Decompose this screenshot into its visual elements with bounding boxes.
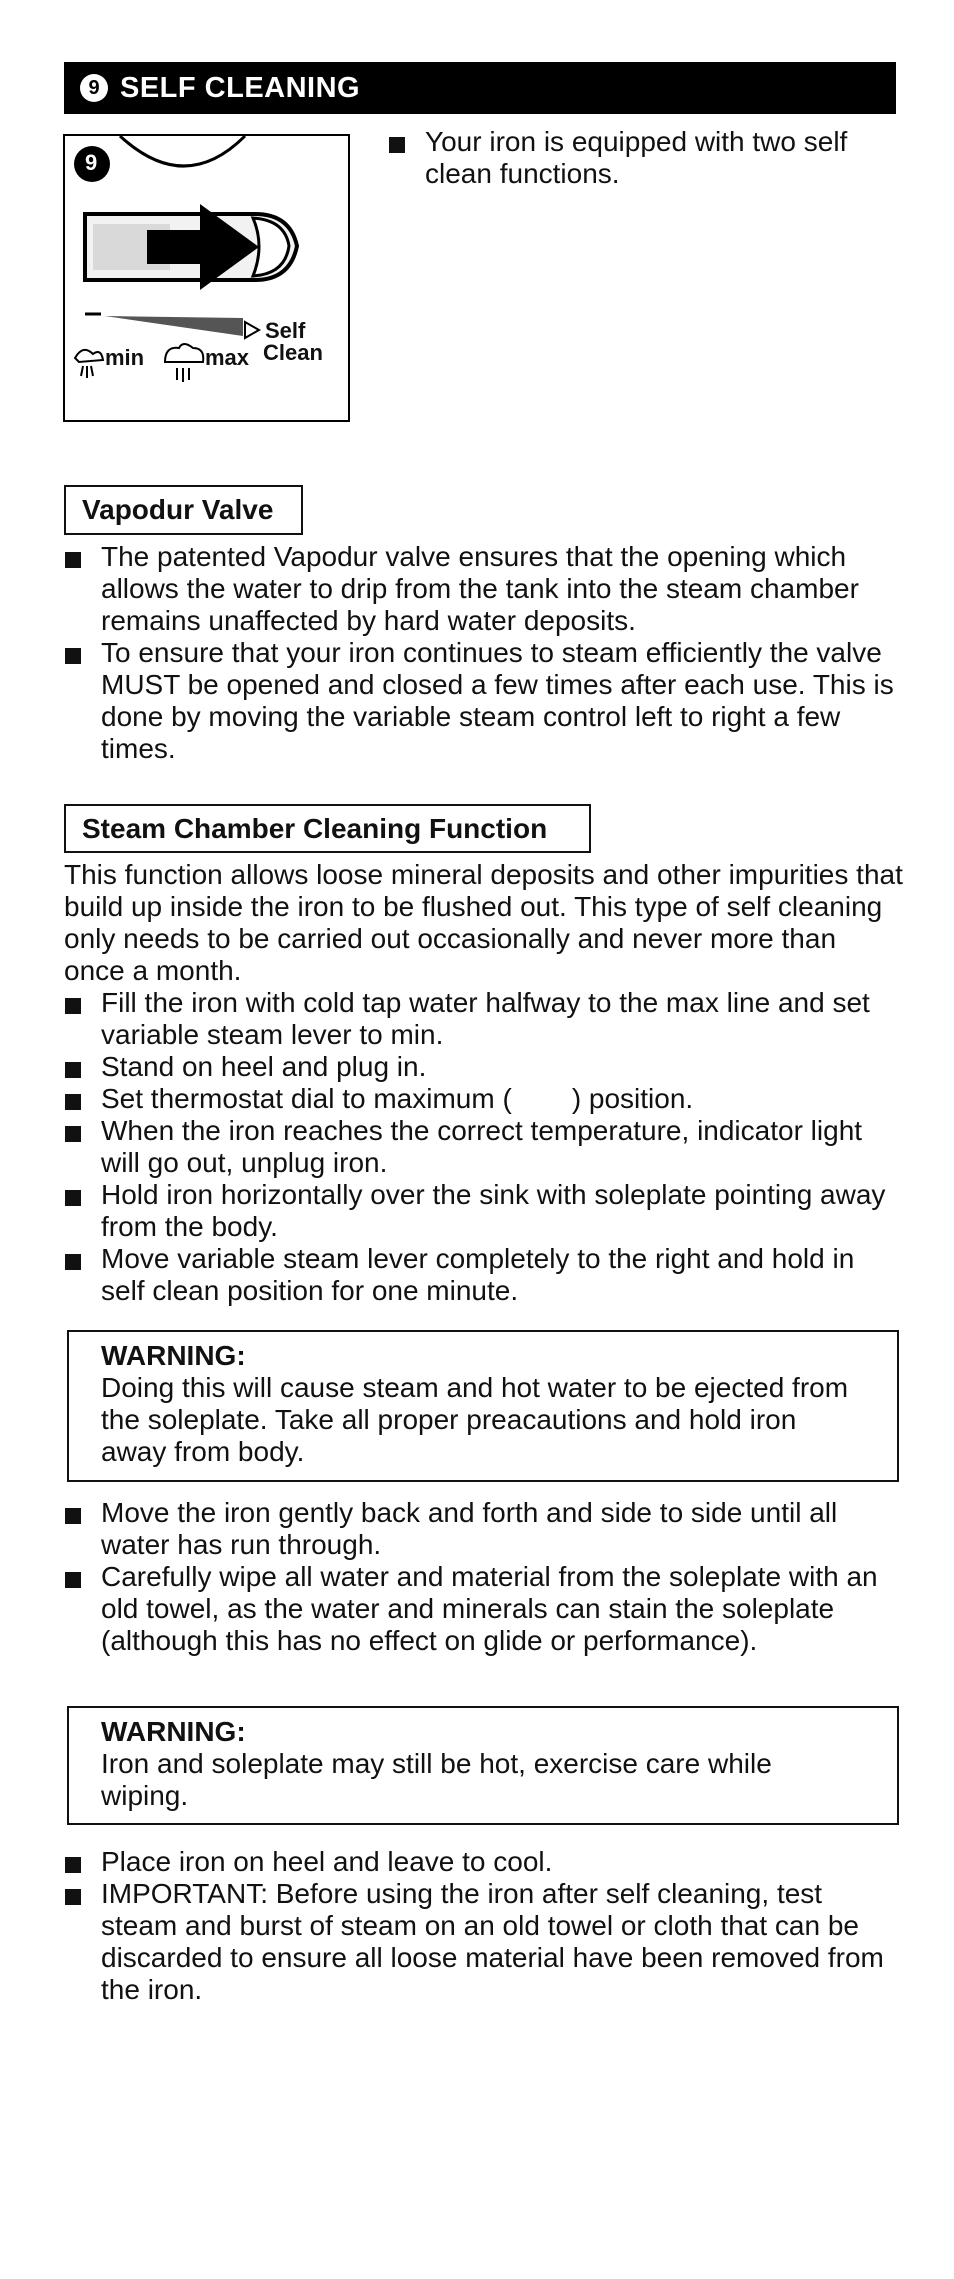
clean-label: Clean — [263, 340, 323, 365]
list-item: Your iron is equipped with two self clean functions. — [388, 126, 898, 190]
section-header-bar — [64, 62, 896, 114]
thermostat-suffix: ) position. — [571, 1083, 694, 1114]
list-item: To ensure that your iron continues to steam efficiently the valve MUST be opened and closed a few times after each use. This is done by moving the variable steam control left to right a few times. — [64, 637, 904, 765]
figure-badge-number: 9 — [85, 150, 98, 175]
steam-chamber-bullet-list — [64, 987, 904, 1307]
thermostat-text: Set thermostat dial to maximum ( — [101, 1083, 512, 1114]
after-warning-section — [64, 1497, 904, 1657]
steam-chamber-heading: Steam Chamber Cleaning Function — [64, 804, 591, 853]
section-number-badge: 9 — [80, 74, 108, 102]
vapodur-heading: Vapodur Valve — [64, 485, 303, 535]
list-item: When the iron reaches the correct temperature, indicator light will go out, unplug iron. — [64, 1115, 904, 1179]
warning-title: WARNING: — [101, 1716, 246, 1747]
intro-text — [388, 126, 898, 190]
warning-box-1 — [67, 1330, 899, 1482]
dial-arc — [120, 136, 245, 166]
steam-chamber-section — [64, 859, 904, 1307]
steam-wedge-scale — [105, 316, 243, 336]
steam-lines-icon — [177, 368, 189, 382]
iron-control-drawing — [65, 136, 350, 422]
water-drop-icon — [75, 350, 103, 362]
steam-chamber-intro: This function allows loose mineral deposits and other impurities that build up inside the iron to be flushed out. This type of self cleaning only needs to be carried out occasionally and never more than once a month. — [64, 859, 903, 986]
list-item: Move the iron gently back and forth and side to side until all water has run through. — [64, 1497, 904, 1561]
steam-cloud-icon — [165, 344, 203, 362]
after-warning-bullet-list — [64, 1497, 904, 1657]
self-label: Self — [265, 318, 306, 343]
warning-text: Doing this will cause steam and hot water to be ejected from the soleplate. Take all proper preacautions and hold iron away from body. — [101, 1372, 849, 1467]
list-item: Fill the iron with cold tap water halfway to the max line and set variable steam lever to min. — [64, 987, 904, 1051]
list-item: Hold iron horizontally over the sink with soleplate pointing away from the body. — [64, 1179, 904, 1243]
warning-box-2 — [67, 1706, 899, 1825]
list-item-thermostat — [64, 1083, 904, 1115]
list-item: The patented Vapodur valve ensures that the opening which allows the water to drip from the tank into the steam chamber remains unaffected by hard water deposits. — [64, 541, 904, 637]
warning-text: Iron and soleplate may still be hot, exercise care while wiping. — [101, 1748, 772, 1811]
final-bullet-list — [64, 1846, 904, 2006]
scale-end-arrow-icon — [245, 322, 259, 338]
final-section — [64, 1846, 904, 2006]
list-item: Stand on heel and plug in. — [64, 1051, 904, 1083]
vapodur-section — [64, 541, 904, 765]
drip-lines-icon — [81, 366, 93, 378]
section-title: SELF CLEANING — [120, 71, 361, 104]
max-label: max — [205, 345, 250, 370]
vapodur-bullet-list — [64, 541, 904, 765]
min-label: min — [105, 345, 145, 370]
list-item: Place iron on heel and leave to cool. — [64, 1846, 904, 1878]
warning-title: WARNING: — [101, 1340, 246, 1371]
intro-bullet-list — [388, 126, 898, 190]
list-item: Move variable steam lever completely to the right and hold in self clean position for one minute. — [64, 1243, 904, 1307]
list-item: IMPORTANT: Before using the iron after self cleaning, test steam and burst of steam on an old towel or cloth that can be discarded to ensure all loose material have been removed from the iron. — [64, 1878, 904, 2006]
list-item: Carefully wipe all water and material from the soleplate with an old towel, as the water and minerals can stain the soleplate (although this has no effect on glide or performance). — [64, 1561, 904, 1657]
self-clean-illustration — [63, 134, 350, 422]
